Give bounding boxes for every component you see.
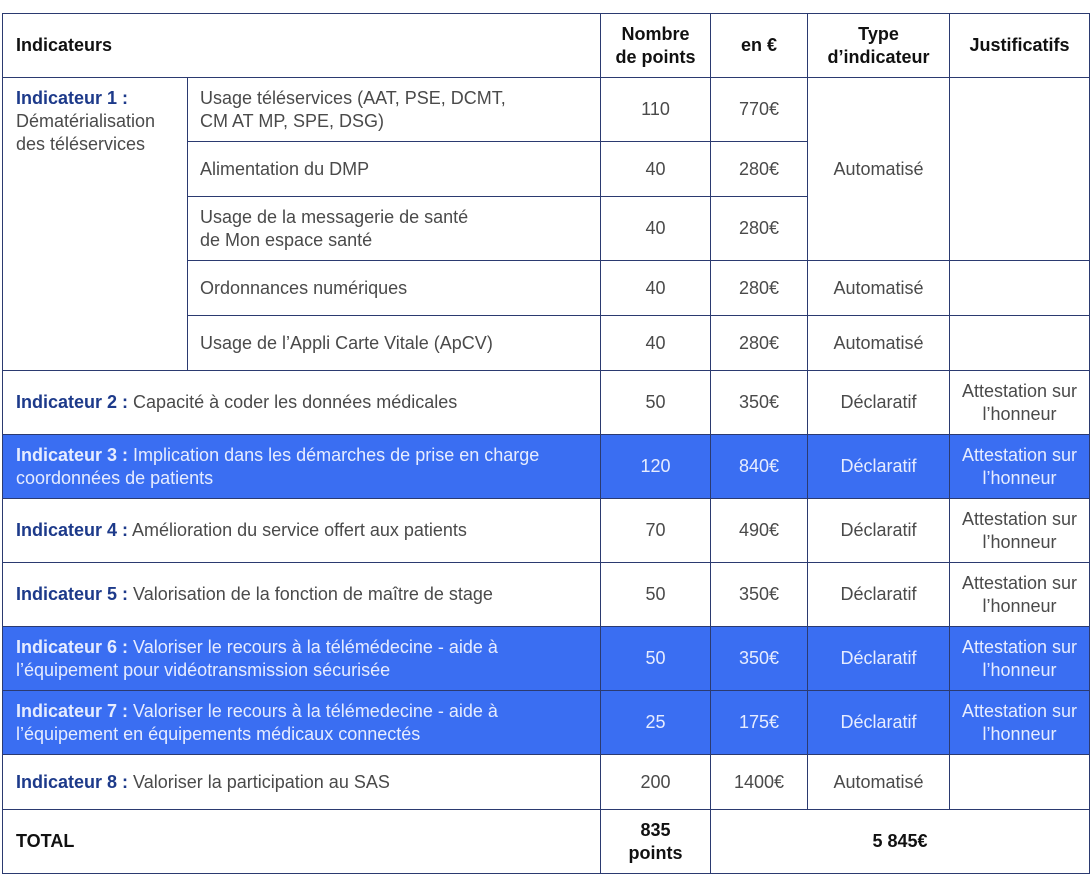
indicator-2-label: Indicateur 2 : — [16, 392, 129, 412]
total-row — [3, 810, 1090, 874]
euros-cell: 280€ — [711, 316, 808, 371]
table-row — [3, 78, 1090, 142]
header-euros: en € — [711, 14, 808, 78]
points-cell: 50 — [601, 627, 711, 691]
type-cell: Déclaratif — [808, 435, 950, 499]
indicator-6-label: Indicateur 6 : — [16, 636, 129, 657]
euros-cell: 280€ — [711, 261, 808, 316]
points-cell: 50 — [601, 371, 711, 435]
points-cell: 25 — [601, 691, 711, 755]
indicator-6-cell — [3, 627, 601, 691]
subindicator-name: Usage de la messagerie de santé de Mon espace santé — [188, 197, 601, 261]
euros-cell: 1400€ — [711, 755, 808, 810]
table-row — [3, 371, 1090, 435]
indicator-1-cell — [3, 78, 188, 371]
header-type: Type d’indicateur — [808, 14, 950, 78]
euros-cell: 280€ — [711, 197, 808, 261]
indicator-6-title: Valoriser le recours à la télémédecine - aide à l’équipement pour vidéotransmission sécurisée — [16, 636, 498, 680]
table-header-row — [3, 14, 1090, 78]
type-cell: Déclaratif — [808, 563, 950, 627]
euros-cell: 770€ — [711, 78, 808, 142]
points-cell: 110 — [601, 78, 711, 142]
indicator-3-label: Indicateur 3 : — [16, 444, 129, 465]
euros-cell: 175€ — [711, 691, 808, 755]
points-cell: 40 — [601, 197, 711, 261]
table-row-highlighted — [3, 435, 1090, 499]
table-row-highlighted — [3, 627, 1090, 691]
proof-cell — [950, 316, 1090, 371]
indicator-7-cell — [3, 691, 601, 755]
indicator-1-title: Dématérialisation des téléservices — [16, 111, 156, 154]
indicator-5-title: Valorisation de la fonction de maître de stage — [133, 584, 493, 604]
indicator-2-cell — [3, 371, 601, 435]
points-cell: 50 — [601, 563, 711, 627]
type-cell: Déclaratif — [808, 499, 950, 563]
header-points: Nombre de points — [601, 14, 711, 78]
indicator-7-label: Indicateur 7 : — [16, 700, 129, 721]
indicator-3-title: Implication dans les démarches de prise en charge coordonnées de patients — [16, 444, 540, 488]
total-label: TOTAL — [3, 810, 601, 874]
proof-cell — [950, 755, 1090, 810]
type-cell: Automatisé — [808, 755, 950, 810]
indicator-5-label: Indicateur 5 : — [16, 584, 129, 604]
indicator-8-label: Indicateur 8 : — [16, 771, 129, 792]
subindicator-name: Alimentation du DMP — [188, 142, 601, 197]
table-row-highlighted — [3, 691, 1090, 755]
points-cell: 40 — [601, 261, 711, 316]
header-proof: Justificatifs — [950, 14, 1090, 78]
proof-cell — [950, 78, 1090, 261]
points-cell: 70 — [601, 499, 711, 563]
indicators-table — [2, 13, 1090, 874]
euros-cell: 490€ — [711, 499, 808, 563]
subindicator-name: Usage téléservices (AAT, PSE, DCMT, CM AT MP, SPE, DSG) — [188, 78, 601, 142]
points-cell: 120 — [601, 435, 711, 499]
subindicator-name: Ordonnances numériques — [188, 261, 601, 316]
proof-cell: Attestation sur l’honneur — [950, 627, 1090, 691]
euros-cell: 350€ — [711, 563, 808, 627]
table-row — [3, 563, 1090, 627]
total-euros: 5 845€ — [711, 810, 1090, 874]
indicator-4-cell — [3, 499, 601, 563]
proof-cell: Attestation sur l’honneur — [950, 435, 1090, 499]
indicator-3-cell — [3, 435, 601, 499]
header-indicators: Indicateurs — [3, 14, 601, 78]
proof-cell: Attestation sur l’honneur — [950, 563, 1090, 627]
proof-cell: Attestation sur l’honneur — [950, 691, 1090, 755]
type-cell: Déclaratif — [808, 371, 950, 435]
indicator-4-title: Amélioration du service offert aux patients — [132, 520, 467, 540]
euros-cell: 840€ — [711, 435, 808, 499]
total-points: 835 points — [601, 810, 711, 874]
indicator-5-cell — [3, 563, 601, 627]
type-cell: Automatisé — [808, 316, 950, 371]
type-cell: Automatisé — [808, 78, 950, 261]
indicator-8-cell — [3, 755, 601, 810]
indicator-2-title: Capacité à coder les données médicales — [133, 392, 458, 412]
euros-cell: 350€ — [711, 627, 808, 691]
euros-cell: 350€ — [711, 371, 808, 435]
proof-cell — [950, 261, 1090, 316]
indicator-8-title: Valoriser la participation au SAS — [133, 771, 390, 792]
table-row — [3, 755, 1090, 810]
proof-cell: Attestation sur l’honneur — [950, 371, 1090, 435]
subindicator-name: Usage de l’Appli Carte Vitale (ApCV) — [188, 316, 601, 371]
type-cell: Automatisé — [808, 261, 950, 316]
euros-cell: 280€ — [711, 142, 808, 197]
points-cell: 40 — [601, 142, 711, 197]
indicator-1-label: Indicateur 1 : — [16, 88, 129, 108]
indicator-7-title: Valoriser le recours à la télémedecine - aide à l’équipement en équipements médicaux connectés — [16, 700, 498, 744]
proof-cell: Attestation sur l’honneur — [950, 499, 1090, 563]
table-row — [3, 499, 1090, 563]
type-cell: Déclaratif — [808, 627, 950, 691]
type-cell: Déclaratif — [808, 691, 950, 755]
points-cell: 200 — [601, 755, 711, 810]
points-cell: 40 — [601, 316, 711, 371]
indicator-4-label: Indicateur 4 : — [16, 520, 129, 540]
